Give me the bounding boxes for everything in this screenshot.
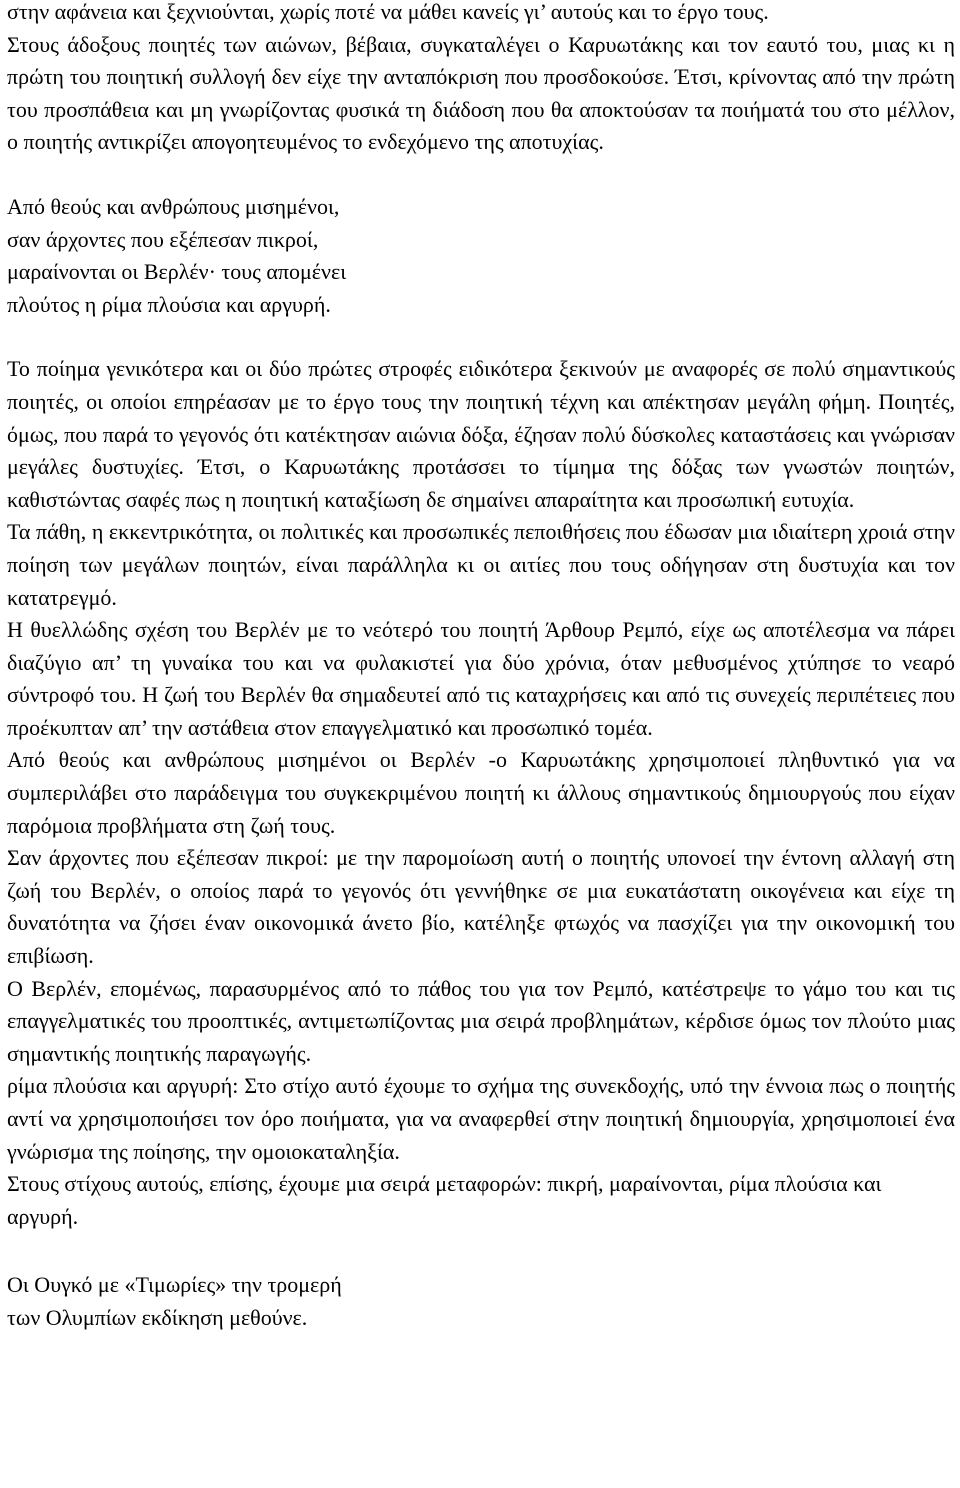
paragraph-1: Στους άδοξους ποιητές των αιώνων, βέβαια, συγκαταλέγει ο Καρυωτάκης και τον εαυτό του, μιας κι η πρώτη του ποιητική συλλογή δεν είχε την ανταπόκριση που προσδοκούσε. Έτσι, κρίνοντας από την πρώτη του προσπάθεια και μη γνωρίζοντας φυσικά τη διάδοση που θα αποκτούσαν τα ποιήματά του στο μέλλον, ο ποιητής αντικρίζει απογοητευμένος το ενδεχόμενο της αποτυχίας. — [7, 31, 955, 155]
spacer — [7, 159, 955, 191]
paragraph-5: Από θεούς και ανθρώπους μισημένοι οι Βερλέν -ο Καρυωτάκης χρησιμοποιεί πληθυντικό για να συμπεριλάβει στο παράδειγμα του συγκεκριμένου ποιητή κι άλλους σημαντικούς δημιουργούς που είχαν παρόμοια προβλήματα στη ζωή τους. — [7, 747, 955, 838]
paragraph-4: Η θυελλώδης σχέση του Βερλέν με το νεότερό του ποιητή Άρθουρ Ρεμπό, είχε ως αποτέλεσμα να πάρει διαζύγιο απ’ τη γυναίκα του και να φυλακιστεί για δύο χρόνια, όταν μεθυσμένος χτύπησε το νεαρό σύντροφό του. Η ζωή του Βερλέν θα σημαδευτεί από τις καταχρήσεις και από τις συνεχείς περιπέτειες που προέκυπταν απ’ την αστάθεια στον επαγγελματικό και προσωπικό τομέα. — [7, 617, 955, 740]
verse-line: σαν άρχοντες που εξέπεσαν πικροί, — [7, 226, 319, 252]
verse-line: των Ολυμπίων εκδίκηση μεθούνε. — [7, 1304, 308, 1330]
verse-stanza-2 — [7, 1269, 955, 1334]
paragraph-2: Το ποίημα γενικότερα και οι δύο πρώτες στροφές ειδικότερα ξεκινούν με αναφορές σε πολύ σημαντικούς ποιητές, οι οποίοι επηρέασαν με το έργο τους την ποιητική τέχνη και απέκτησαν μεγάλη φήμη. Ποιητές, όμως, που παρά το γεγονός ότι κατέκτησαν αιώνια δόξα, έζησαν πολύ δύσκολες καταστάσεις και γνώρισαν μεγάλες δυστυχίες. Έτσι, ο Καρυωτάκης προτάσσει το τίμημα της δόξας των γνωστών ποιητών, καθιστώντας σαφές πως η ποιητική καταξίωση δε σημαίνει απαραίτητα και προσωπική ευτυχία. — [7, 356, 955, 512]
paragraph-7: Ο Βερλέν, επομένως, παρασυρμένος από το πάθος του για τον Ρεμπό, κατέστρεψε το γάμο του και τις επαγγελματικές του προοπτικές, αντιμετωπίζοντας μια σειρά προβλημάτων, κέρδισε όμως τον πλούτο μιας σημαντικής ποιητικής παραγωγής. — [7, 975, 955, 1066]
paragraph-9: Στους στίχους αυτούς, επίσης, έχουμε μια σειρά μεταφορών: πικρή, μαραίνονται, ρίμα πλούσια και αργυρή. — [7, 1171, 882, 1229]
verse-stanza-1 — [7, 191, 955, 321]
verse-line: μαραίνονται οι Βερλέν· τους απομένει — [7, 259, 347, 285]
verse-line: Οι Ουγκό με «Τιμωρίες» την τρομερή — [7, 1272, 342, 1298]
paragraph-3: Τα πάθη, η εκκεντρικότητα, οι πολιτικές και προσωπικές πεποιθήσεις που έδωσαν μια ιδιαίτερη χροιά στην ποίηση των μεγάλων ποιητών, είναι παράλληλα κι οι αιτίες που τους οδήγησαν στη δυστυχία και τον κατατρεγμό. — [7, 519, 955, 610]
intro-paragraph: στην αφάνεια και ξεχνιούνται, χωρίς ποτέ να μάθει κανείς γι’ αυτούς και το έργο τους. — [7, 0, 769, 24]
paragraph-8: ρίμα πλούσια και αργυρή: Στο στίχο αυτό έχουμε το σχήμα της συνεκδοχής, υπό την έννοια πως ο ποιητής αντί να χρησιμοποιήσει τον όρο ποιήματα, για να αναφερθεί στην ποιητική δημιουργία, χρησιμοποιεί ένα γνώρισμα της ποίησης, την ομοιοκαταληξία. — [7, 1073, 955, 1164]
spacer — [7, 321, 955, 353]
verse-line: Από θεούς και ανθρώπους μισημένοι, — [7, 193, 340, 219]
document-page — [7, 0, 955, 1335]
paragraph-6: Σαν άρχοντες που εξέπεσαν πικροί: με την παρομοίωση αυτή ο ποιητής υπονοεί την έντονη αλλαγή στη ζωή του Βερλέν, ο οποίος παρά το γεγονός ότι γεννήθηκε σε μια ευκατάστατη οικογένεια και είχε τη δυνατότητα να ζήσει έναν οικονομικά άνετο βίο, κατέληξε φτωχός να πασχίζει για την οικονομική του επιβίωση. — [7, 845, 955, 969]
verse-line: πλούτος η ρίμα πλούσια και αργυρή. — [7, 291, 331, 317]
spacer — [7, 1233, 955, 1269]
